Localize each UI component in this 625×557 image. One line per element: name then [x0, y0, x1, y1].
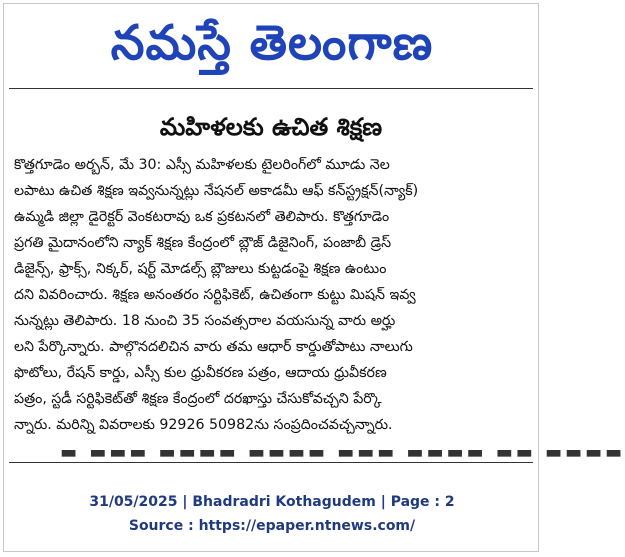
article-line: ఉమ్మడి జిల్లా డైరెక్టర్ వెంకటరావు ఒక ప్రకటనలో తెలిపారు. కొత్తగూడెం: [14, 209, 390, 225]
article-line: లని పేర్కొన్నారు. పాల్గొనదలిచిన వారు తమ ఆధార్ కార్డుతోపాటు నాలుగు: [14, 339, 413, 355]
newspaper-masthead: నమస్తే తెలంగాణ: [110, 15, 434, 71]
article-line: కొత్తగూడెం అర్బన్, మే 30: ఎస్సీ మహిళలకు టైలరింగ్‌లో మూడు నెల: [14, 157, 390, 173]
article-line: లపాటు ఉచిత శిక్షణ ఇవ్వనున్నట్లు నేషనల్ అకాడమీ ఆఫ్ కన్‌స్ట్రక్షన్(న్యాక్): [14, 183, 419, 199]
bottom-divider: [9, 462, 533, 463]
article-line: నున్నట్లు తెలిపారు. 18 నుంచి 35 సంవత్సరాల వయసున్న వారు అర్హు: [14, 313, 396, 329]
article-headline: మహిళలకు ఉచిత శిక్షణ: [159, 112, 383, 141]
article-line: పత్రం, స్టడీ సర్టిఫికెట్‌తో శిక్షణ కేంద్రంలో దరఖాస్తు చేసుకోవచ్చని పేర్కొ: [14, 391, 382, 407]
article-line: న్నారు. మరిన్ని వివరాలకు 92926 50982ను సంప్రదించవచ్చన్నారు.: [14, 417, 393, 433]
footer-source-link[interactable]: Source : https://epaper.ntnews.com/: [128, 518, 416, 534]
article-body: [14, 152, 532, 438]
article-line: డిజైన్స్, ఫ్రాక్స్, నిక్కర్, షర్ట్ మోడల్స్ బ్లౌజులు కుట్టడంపై శిక్షణ ఉంటుం: [14, 261, 387, 277]
article-line: ప్రగతి మైదానంలోని న్యాక్ శిక్షణ కేంద్రంలో బ్లౌజ్ డిజైనింగ్, పంజాబీ డ్రెస్: [14, 235, 392, 251]
top-divider: [9, 88, 533, 89]
truncated-next-headline: ▬ ▬▬▬ ▬▬▬▬ ▬▬▬▬ ▬▬▬ ▬▬▬▬ ▬▬ ▬▬▬▬: [60, 442, 625, 463]
article-line: దని వివరించారు. శిక్షణ అనంతరం సర్టిఫికెట్, ఉచితంగా కుట్టు మిషన్ ఇవ్వ: [14, 287, 416, 303]
article-line: ఫొటోలు, రేషన్ కార్డు, ఎస్సీ కుల ధ్రువీకరణ పత్రం, ఆదాయ ధ్రువీకరణ: [14, 365, 387, 381]
footer-date-edition-page: 31/05/2025 | Bhadradri Kothagudem | Page : 2: [89, 494, 455, 510]
